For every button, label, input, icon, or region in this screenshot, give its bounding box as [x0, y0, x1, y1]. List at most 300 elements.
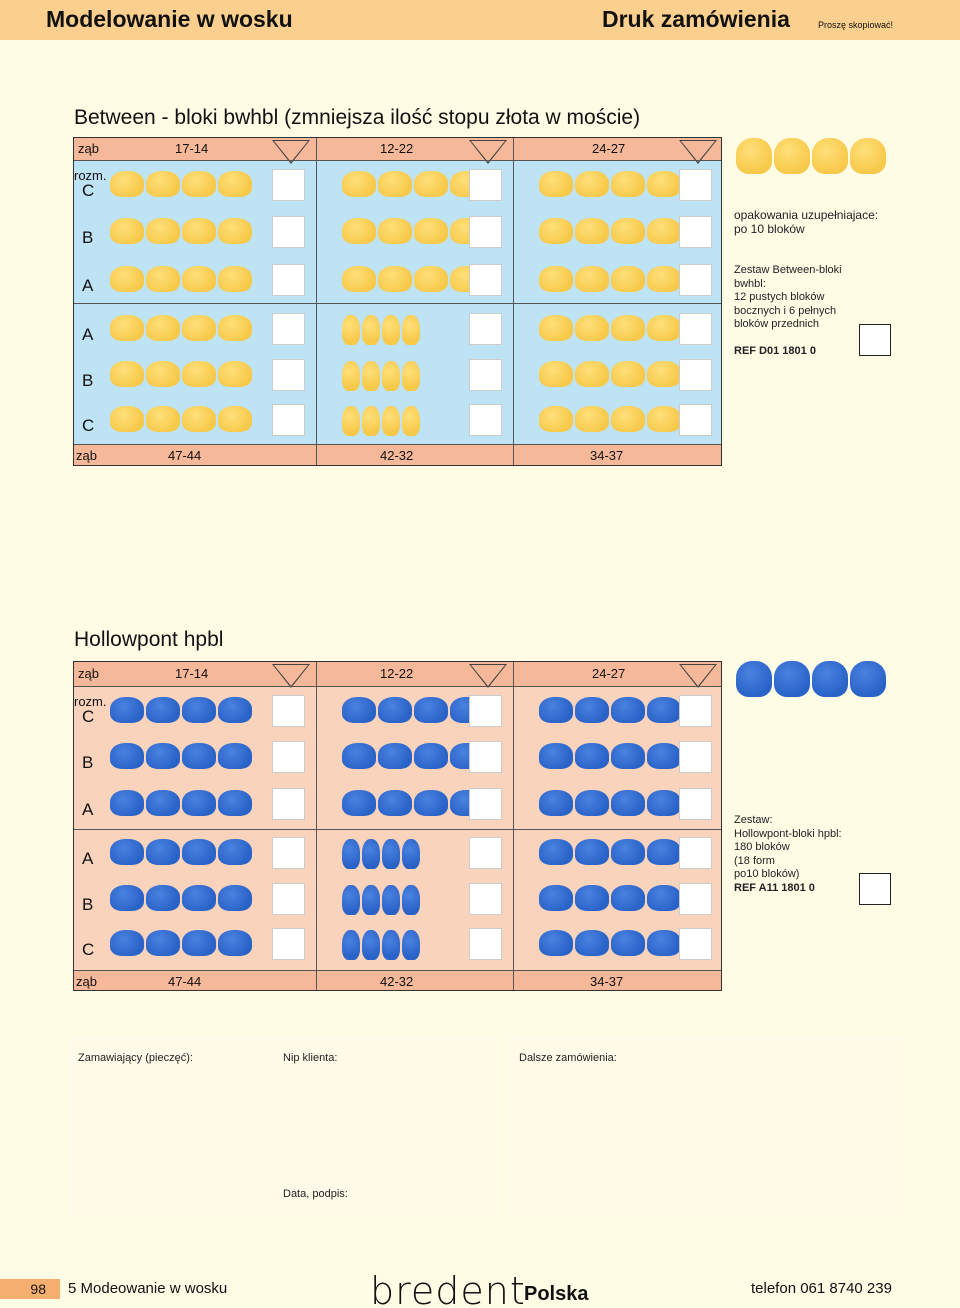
tooth-block-image: [110, 406, 252, 432]
tooth-shape: [575, 790, 609, 816]
tooth-shape: [378, 171, 412, 197]
tooth-shape: [342, 697, 376, 723]
tooth-shape: [110, 885, 144, 911]
tooth-range-bottom: 42-32: [380, 974, 414, 989]
tooth-block-image: [342, 361, 420, 391]
tooth-block-image: [110, 266, 252, 292]
tooth-shape: [539, 790, 573, 816]
tooth-block-image: [342, 790, 484, 816]
tooth-shape: [539, 743, 573, 769]
tooth-shape: [539, 171, 573, 197]
tooth-shape: [110, 406, 144, 432]
tooth-shape: [218, 406, 252, 432]
size-label: C: [82, 940, 95, 959]
tooth-shape: [378, 218, 412, 244]
order-checkbox[interactable]: [272, 359, 305, 391]
size-header: rozm.: [74, 168, 107, 183]
tooth-shape: [110, 218, 144, 244]
tooth-shape: [218, 697, 252, 723]
tooth-shape: [146, 790, 180, 816]
size-label: A: [82, 276, 94, 295]
tooth-shape: [146, 406, 180, 432]
tooth-shape: [218, 930, 252, 956]
tooth-block-image: [342, 315, 420, 345]
page-number: 98: [0, 1279, 60, 1299]
column-divider: [316, 662, 317, 990]
tooth-shape: [647, 218, 681, 244]
tooth-shape: [647, 266, 681, 292]
tooth-shape: [812, 138, 848, 174]
order-checkbox[interactable]: [469, 741, 502, 773]
tooth-block-image: [110, 171, 252, 197]
tooth-shape: [402, 361, 420, 391]
tooth-block-image: [110, 315, 252, 341]
tooth-shape: [611, 743, 645, 769]
tooth-block-image: [342, 406, 420, 436]
tooth-block-image: [110, 743, 252, 769]
order-checkbox[interactable]: [469, 837, 502, 869]
tooth-label-bottom: ząb: [76, 448, 97, 463]
tooth-shape: [110, 266, 144, 292]
order-checkbox[interactable]: [272, 883, 305, 915]
section2-sample-block: [736, 661, 886, 697]
tooth-shape: [362, 315, 380, 345]
tooth-shape: [736, 138, 772, 174]
tooth-shape: [182, 406, 216, 432]
section1-title: Between - bloki bwhbl (zmniejsza ilość stopu złota w moście): [74, 106, 641, 129]
tooth-shape: [647, 171, 681, 197]
tooth-shape: [218, 171, 252, 197]
tooth-range-top: 24-27: [592, 141, 626, 156]
order-checkbox[interactable]: [469, 404, 502, 436]
tooth-shape: [414, 743, 448, 769]
tooth-range-top: 17-14: [175, 141, 209, 156]
tooth-shape: [539, 266, 573, 292]
tooth-shape: [146, 930, 180, 956]
size-label: B: [82, 753, 94, 772]
tooth-range-bottom: 47-44: [168, 448, 202, 463]
order-checkbox[interactable]: [272, 695, 305, 727]
tooth-shape: [539, 361, 573, 387]
tooth-shape: [575, 743, 609, 769]
tooth-shape: [146, 885, 180, 911]
tooth-shape: [378, 790, 412, 816]
nip-label: Nip klienta:: [283, 1052, 338, 1064]
set-line: (18 form: [734, 854, 775, 867]
tooth-block-image: [110, 697, 252, 723]
order-checkbox[interactable]: [679, 359, 712, 391]
tooth-shape: [342, 930, 360, 960]
orderer-box[interactable]: [68, 1035, 497, 1218]
tooth-shape: [218, 839, 252, 865]
tooth-shape: [647, 930, 681, 956]
tooth-shape: [611, 839, 645, 865]
tooth-shape: [110, 361, 144, 387]
tooth-shape: [146, 361, 180, 387]
section1-ref: REF D01 1801 0: [734, 344, 816, 357]
section1-order-grid: [73, 137, 722, 466]
tooth-shape: [414, 697, 448, 723]
tooth-block-image: [342, 266, 484, 292]
tooth-shape: [342, 171, 376, 197]
tooth-shape: [812, 661, 848, 697]
tooth-shape: [146, 171, 180, 197]
tooth-shape: [647, 315, 681, 341]
tooth-shape: [218, 790, 252, 816]
tooth-shape: [575, 266, 609, 292]
tooth-shape: [218, 743, 252, 769]
tooth-shape: [575, 315, 609, 341]
order-checkbox[interactable]: [469, 928, 502, 960]
tooth-shape: [539, 697, 573, 723]
tooth-shape: [382, 885, 400, 915]
section2-ref: REF A11 1801 0: [734, 881, 815, 894]
tooth-label-top: ząb: [78, 141, 99, 156]
tooth-shape: [110, 930, 144, 956]
tooth-shape: [110, 315, 144, 341]
set-line: Zestaw:: [734, 814, 773, 826]
tooth-shape: [774, 138, 810, 174]
triangle-inner: [471, 665, 505, 686]
tooth-shape: [218, 218, 252, 244]
tooth-block-image: [539, 790, 681, 816]
date-sign-label: Data, podpis:: [283, 1188, 348, 1200]
order-checkbox[interactable]: [679, 837, 712, 869]
tooth-shape: [414, 171, 448, 197]
order-triangle-icon[interactable]: [272, 664, 310, 688]
set-line: 12 pustych bloków: [734, 291, 825, 304]
tooth-shape: [647, 406, 681, 432]
tooth-block-image: [110, 930, 252, 956]
tooth-shape: [382, 406, 400, 436]
tooth-shape: [146, 743, 180, 769]
header-right-title: Druk zamówienia: [602, 6, 790, 32]
size-label: B: [82, 228, 94, 247]
order-checkbox[interactable]: [469, 788, 502, 820]
tooth-shape: [402, 315, 420, 345]
tooth-shape: [182, 930, 216, 956]
tooth-shape: [146, 315, 180, 341]
tooth-range-bottom: 34-37: [590, 974, 624, 989]
tooth-shape: [611, 930, 645, 956]
triangle-inner: [274, 141, 308, 162]
order-checkbox[interactable]: [272, 404, 305, 436]
tooth-shape: [575, 406, 609, 432]
tooth-range-top: 17-14: [175, 666, 209, 681]
tooth-shape: [539, 218, 573, 244]
tooth-shape: [362, 406, 380, 436]
refill-line2: po 10 bloków: [734, 221, 805, 236]
tooth-shape: [575, 361, 609, 387]
order-checkbox[interactable]: [272, 837, 305, 869]
tooth-range-bottom: 34-37: [590, 448, 624, 463]
order-checkbox[interactable]: [272, 788, 305, 820]
chapter-title: 5 Modeowanie w wosku: [68, 1280, 228, 1297]
triangle-inner: [681, 141, 715, 162]
section1-sample-block: [736, 138, 886, 174]
tooth-shape: [850, 661, 886, 697]
set-line: bocznych i 6 pełnych: [734, 304, 837, 317]
triangle-inner: [274, 665, 308, 686]
tooth-shape: [647, 885, 681, 911]
tooth-shape: [611, 885, 645, 911]
order-checkbox[interactable]: [679, 313, 712, 345]
row-divider: [74, 970, 722, 971]
tooth-block-image: [539, 218, 681, 244]
tooth-shape: [182, 266, 216, 292]
section1-set-checkbox[interactable]: [859, 324, 891, 356]
tooth-shape: [182, 361, 216, 387]
order-checkbox[interactable]: [679, 741, 712, 773]
order-checkbox[interactable]: [679, 264, 712, 296]
size-header: rozm.: [74, 694, 107, 709]
tooth-shape: [575, 839, 609, 865]
triangle-inner: [681, 665, 715, 686]
tooth-shape: [342, 790, 376, 816]
tooth-block-image: [539, 743, 681, 769]
order-checkbox[interactable]: [679, 928, 712, 960]
tooth-shape: [218, 361, 252, 387]
tooth-block-image: [342, 885, 420, 915]
tooth-shape: [736, 661, 772, 697]
tooth-shape: [342, 743, 376, 769]
tooth-block-image: [342, 697, 484, 723]
tooth-shape: [182, 790, 216, 816]
tooth-shape: [539, 885, 573, 911]
order-checkbox[interactable]: [679, 788, 712, 820]
order-checkbox[interactable]: [469, 313, 502, 345]
size-label: A: [82, 325, 94, 344]
order-checkbox[interactable]: [469, 883, 502, 915]
tooth-shape: [647, 361, 681, 387]
tooth-shape: [647, 839, 681, 865]
tooth-label-top: ząb: [78, 666, 99, 681]
tooth-shape: [110, 171, 144, 197]
tooth-shape: [342, 361, 360, 391]
tooth-shape: [182, 315, 216, 341]
size-label: B: [82, 371, 94, 390]
header-bar: [0, 0, 960, 40]
tooth-shape: [402, 930, 420, 960]
tooth-range-top: 24-27: [592, 666, 626, 681]
order-checkbox[interactable]: [272, 264, 305, 296]
tooth-block-image: [110, 361, 252, 387]
further-orders-label: Dalsze zamówienia:: [519, 1052, 617, 1064]
tooth-label-bottom: ząb: [76, 974, 97, 989]
order-checkbox[interactable]: [469, 216, 502, 248]
tooth-block-image: [110, 839, 252, 865]
row-divider: [74, 444, 722, 445]
tooth-block-image: [539, 171, 681, 197]
tooth-shape: [539, 315, 573, 341]
tooth-shape: [647, 697, 681, 723]
tooth-range-top: 12-22: [380, 141, 414, 156]
row-divider: [74, 686, 722, 687]
tooth-shape: [539, 930, 573, 956]
order-checkbox[interactable]: [272, 741, 305, 773]
tooth-shape: [218, 885, 252, 911]
further-orders-box[interactable]: [507, 1035, 905, 1218]
size-label: A: [82, 800, 94, 819]
tooth-shape: [414, 790, 448, 816]
tooth-shape: [182, 885, 216, 911]
section2-set-checkbox[interactable]: [859, 873, 891, 905]
tooth-shape: [575, 885, 609, 911]
set-line: Zestaw Between-bloki: [734, 264, 842, 276]
order-checkbox[interactable]: [679, 169, 712, 201]
tooth-block-image: [539, 839, 681, 865]
tooth-block-image: [110, 790, 252, 816]
brand-logo: bredent: [370, 1269, 526, 1308]
tooth-shape: [342, 885, 360, 915]
tooth-range-bottom: 42-32: [380, 448, 414, 463]
section1-refill-text: [734, 209, 878, 236]
tooth-shape: [575, 171, 609, 197]
tooth-shape: [146, 697, 180, 723]
set-line: bloków przednich: [734, 318, 819, 331]
order-checkbox[interactable]: [272, 216, 305, 248]
tooth-shape: [182, 697, 216, 723]
tooth-block-image: [539, 315, 681, 341]
tooth-shape: [182, 218, 216, 244]
order-checkbox[interactable]: [679, 695, 712, 727]
tooth-shape: [611, 171, 645, 197]
set-line: bwhbl:: [734, 277, 766, 290]
tooth-shape: [402, 885, 420, 915]
tooth-shape: [539, 406, 573, 432]
tooth-shape: [342, 315, 360, 345]
order-triangle-icon[interactable]: [469, 664, 507, 688]
tooth-shape: [382, 315, 400, 345]
order-checkbox[interactable]: [469, 169, 502, 201]
tooth-block-image: [342, 930, 420, 960]
tooth-shape: [402, 406, 420, 436]
set-line: 180 bloków: [734, 841, 790, 854]
tooth-block-image: [539, 930, 681, 956]
tooth-shape: [774, 661, 810, 697]
tooth-shape: [414, 218, 448, 244]
tooth-block-image: [539, 361, 681, 387]
order-checkbox[interactable]: [469, 359, 502, 391]
tooth-shape: [611, 361, 645, 387]
order-checkbox[interactable]: [469, 264, 502, 296]
triangle-inner: [471, 141, 505, 162]
column-divider: [513, 138, 514, 465]
brand-country: Polska: [524, 1283, 589, 1305]
tooth-shape: [342, 218, 376, 244]
tooth-shape: [146, 839, 180, 865]
tooth-shape: [362, 361, 380, 391]
orderer-label: Zamawiający (pieczęć):: [78, 1052, 193, 1064]
order-checkbox[interactable]: [679, 404, 712, 436]
tooth-block-image: [342, 839, 420, 869]
tooth-shape: [182, 839, 216, 865]
tooth-shape: [611, 406, 645, 432]
row-divider: [74, 829, 722, 830]
tooth-range-bottom: 47-44: [168, 974, 202, 989]
tooth-shape: [382, 930, 400, 960]
tooth-shape: [575, 697, 609, 723]
tooth-block-image: [342, 743, 484, 769]
section2-set-text: [734, 814, 842, 896]
column-divider: [513, 662, 514, 990]
order-checkbox[interactable]: [469, 695, 502, 727]
order-checkbox[interactable]: [679, 883, 712, 915]
tooth-shape: [146, 266, 180, 292]
size-label: C: [82, 707, 95, 726]
tooth-shape: [402, 839, 420, 869]
header-note: Proszę skopiować!: [818, 20, 894, 30]
tooth-shape: [110, 697, 144, 723]
tooth-shape: [575, 218, 609, 244]
size-label: B: [82, 895, 94, 914]
set-line: po10 bloków): [734, 868, 800, 881]
tooth-shape: [850, 138, 886, 174]
tooth-shape: [342, 266, 376, 292]
tooth-shape: [611, 266, 645, 292]
tooth-shape: [382, 839, 400, 869]
tooth-shape: [110, 839, 144, 865]
order-checkbox[interactable]: [272, 928, 305, 960]
tooth-shape: [182, 171, 216, 197]
tooth-block-image: [539, 885, 681, 911]
tooth-shape: [611, 697, 645, 723]
order-checkbox[interactable]: [272, 313, 305, 345]
size-label: C: [82, 416, 95, 435]
order-checkbox[interactable]: [679, 216, 712, 248]
tooth-shape: [611, 315, 645, 341]
tooth-shape: [182, 743, 216, 769]
section1-set-text: [734, 264, 842, 359]
tooth-shape: [611, 790, 645, 816]
order-checkbox[interactable]: [272, 169, 305, 201]
tooth-shape: [539, 839, 573, 865]
row-divider: [74, 160, 722, 161]
tooth-shape: [575, 930, 609, 956]
tooth-shape: [378, 743, 412, 769]
tooth-shape: [362, 885, 380, 915]
row-divider: [74, 303, 722, 304]
tooth-shape: [647, 743, 681, 769]
tooth-shape: [378, 697, 412, 723]
tooth-shape: [647, 790, 681, 816]
tooth-shape: [342, 406, 360, 436]
tooth-block-image: [110, 218, 252, 244]
tooth-block-image: [342, 218, 484, 244]
size-label: C: [82, 181, 95, 200]
order-triangle-icon[interactable]: [679, 664, 717, 688]
footer: [0, 1269, 960, 1308]
column-divider: [316, 138, 317, 465]
tooth-shape: [414, 266, 448, 292]
tooth-shape: [110, 790, 144, 816]
footer-phone: telefon 061 8740 239: [751, 1280, 892, 1297]
header-left-title: Modelowanie w wosku: [46, 6, 293, 32]
tooth-shape: [218, 266, 252, 292]
tooth-shape: [362, 930, 380, 960]
tooth-block-image: [110, 885, 252, 911]
tooth-range-top: 12-22: [380, 666, 414, 681]
tooth-shape: [342, 839, 360, 869]
tooth-block-image: [539, 406, 681, 432]
refill-line1: opakowania uzupełniajace:: [734, 208, 879, 222]
set-line: Hollowpont-bloki hpbl:: [734, 827, 842, 840]
tooth-shape: [110, 743, 144, 769]
tooth-shape: [218, 315, 252, 341]
section2-title: Hollowpont hpbl: [74, 628, 224, 651]
tooth-shape: [378, 266, 412, 292]
tooth-shape: [362, 839, 380, 869]
